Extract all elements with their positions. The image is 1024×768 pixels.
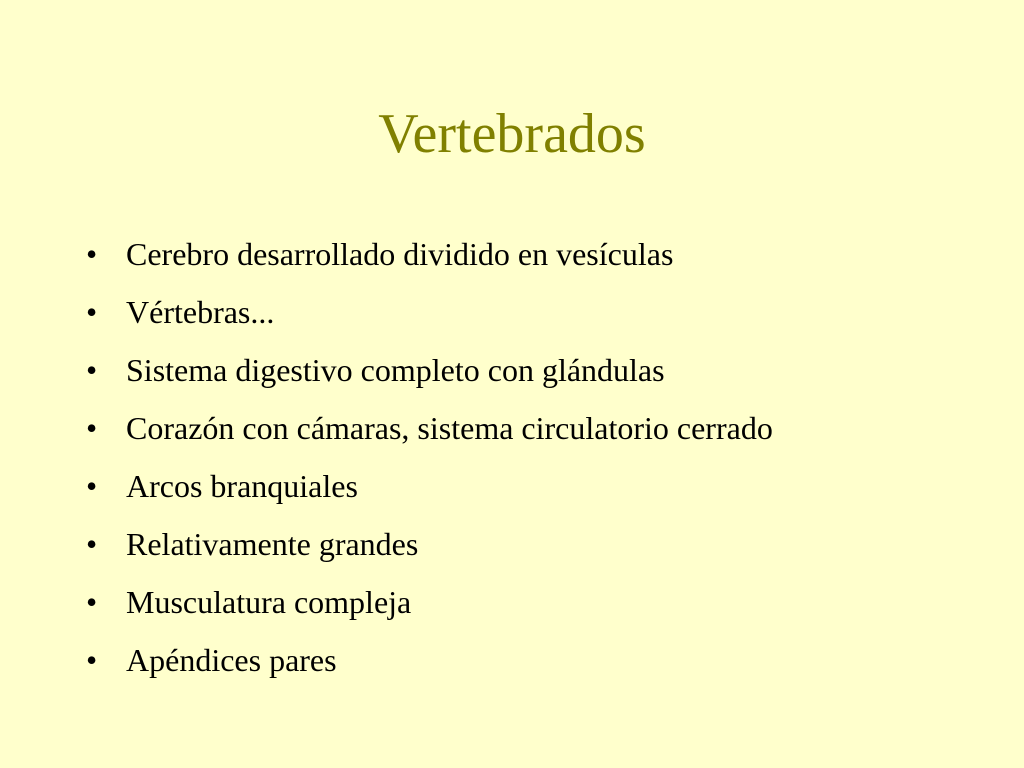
bullet-icon: • <box>86 236 98 272</box>
list-item <box>86 231 986 289</box>
bullet-text: Apéndices pares <box>126 642 337 678</box>
list-item <box>86 463 986 521</box>
bullet-icon: • <box>86 526 98 562</box>
list-item <box>86 289 986 347</box>
bullet-icon: • <box>86 468 98 504</box>
bullet-text: Vértebras... <box>126 294 275 330</box>
bullet-list <box>86 231 986 695</box>
bullet-icon: • <box>86 410 98 446</box>
bullet-icon: • <box>86 294 98 330</box>
bullet-text: Sistema digestivo completo con glándulas <box>126 352 665 388</box>
bullet-icon: • <box>86 352 98 388</box>
bullet-text: Corazón con cámaras, sistema circulatorio cerrado <box>126 410 773 446</box>
list-item <box>86 579 986 637</box>
list-item <box>86 637 986 695</box>
list-item <box>86 347 986 405</box>
bullet-icon: • <box>86 642 98 678</box>
list-item <box>86 521 986 579</box>
bullet-text: Arcos branquiales <box>126 468 358 504</box>
bullet-text: Relativamente grandes <box>126 526 419 562</box>
bullet-text: Cerebro desarrollado dividido en vesículas <box>126 236 674 272</box>
list-item <box>86 405 986 463</box>
slide-title: Vertebrados <box>378 103 646 165</box>
bullet-text: Musculatura compleja <box>126 584 412 620</box>
bullet-icon: • <box>86 584 98 620</box>
